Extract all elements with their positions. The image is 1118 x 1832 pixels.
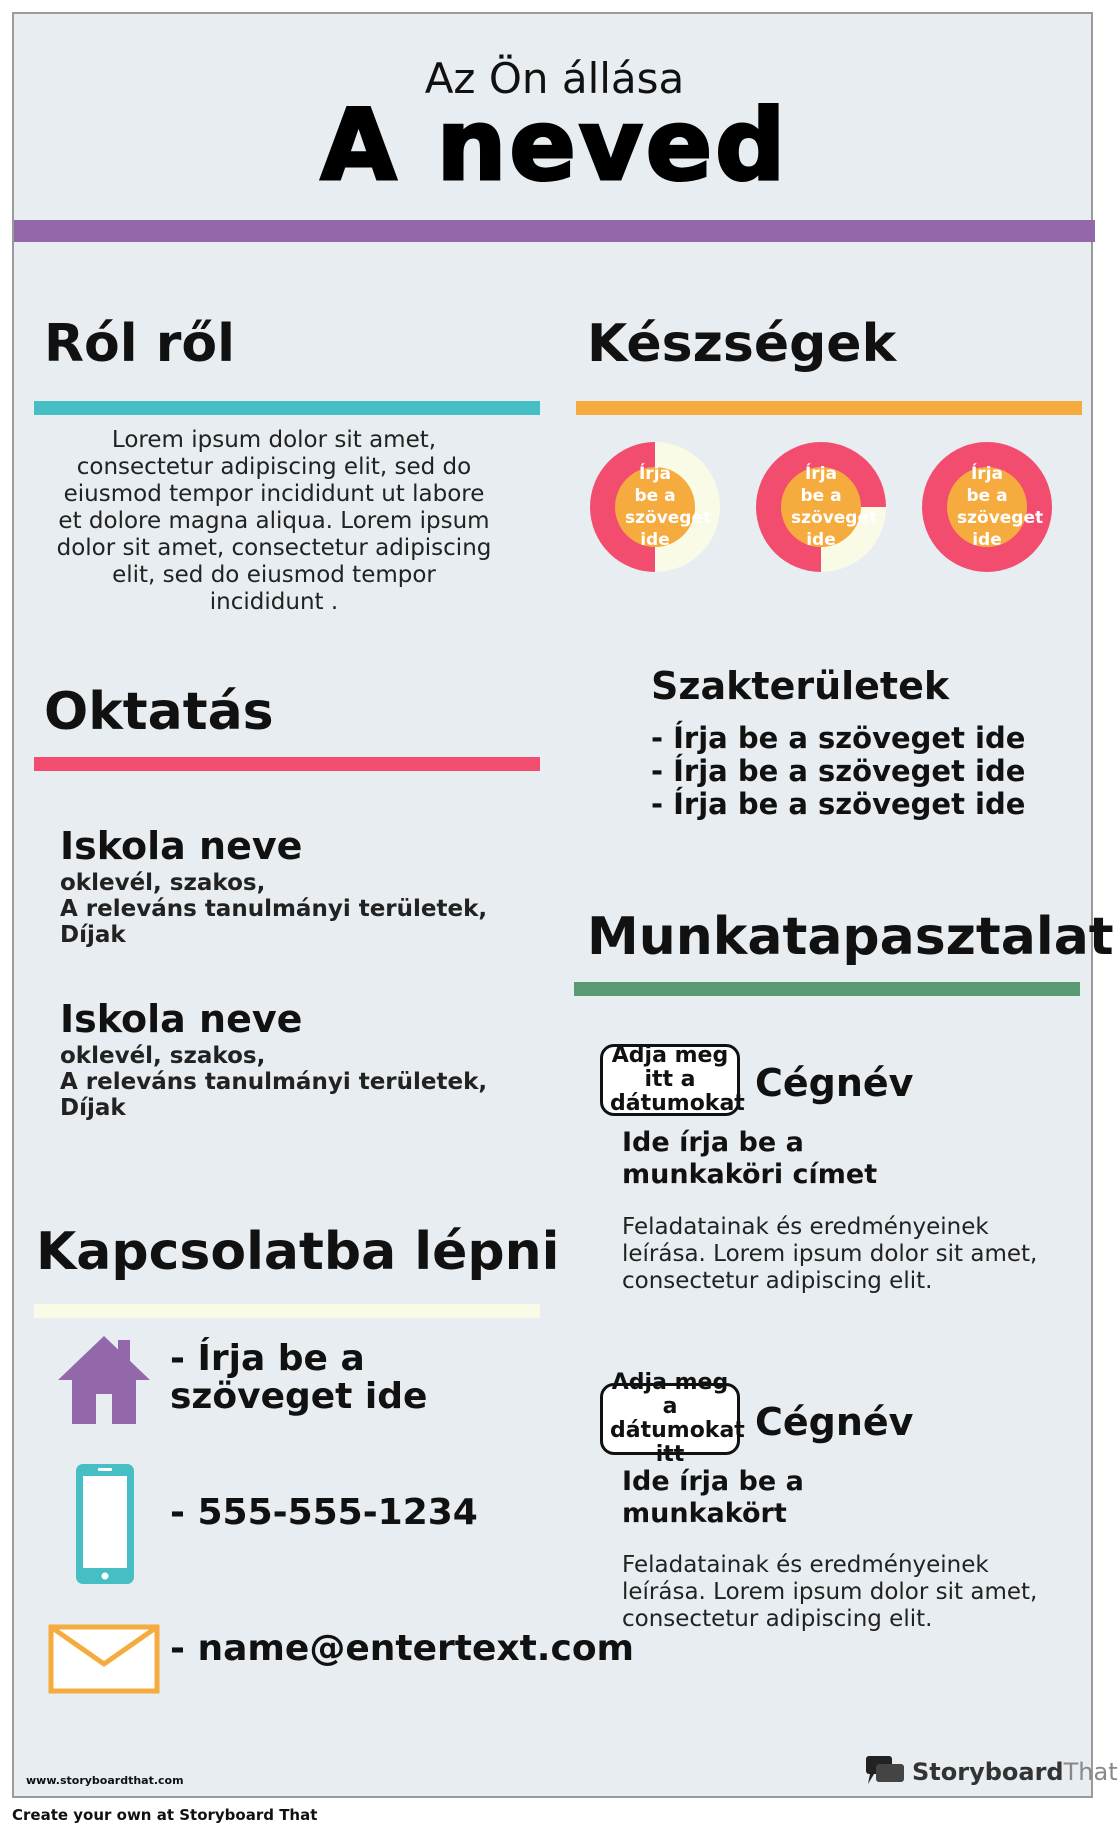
school-line: A releváns tanulmányi területek, [60, 896, 488, 922]
job-title: Az Ön állása [424, 54, 685, 103]
specialty-item: - Írja be a szöveget ide [651, 721, 1026, 755]
about-divider [34, 401, 540, 415]
school-line: A releváns tanulmányi területek, [60, 1069, 488, 1095]
about-heading: Ról ről [44, 314, 235, 374]
specialty-item: - Írja be a szöveget ide [651, 787, 1026, 821]
job-title-text: Ide írja be a munkaköri címet [622, 1127, 878, 1190]
skill-donut-1 [590, 442, 720, 572]
education-divider [34, 757, 540, 771]
mail-icon [48, 1624, 160, 1694]
skills-divider [576, 401, 1082, 415]
contact-address: - Írja be a szöveget ide [170, 1338, 428, 1417]
specialty-item: - Írja be a szöveget ide [651, 754, 1026, 788]
skills-heading: Készségek [587, 314, 897, 374]
skill-donut-2 [756, 442, 886, 572]
brand-name: Storyboard [912, 1758, 1064, 1786]
experience-divider [574, 982, 1080, 996]
company-name: Cégnév [755, 1061, 914, 1105]
skill-label: Írja be a szöveget ide [791, 464, 878, 550]
house-icon [56, 1334, 152, 1426]
person-name: A neved [320, 89, 789, 203]
school-name: Iskola neve [60, 997, 303, 1041]
school-line: oklevél, szakos, [60, 1043, 266, 1069]
job-dates-text: Adja meg itt a dátumokat [610, 1043, 745, 1116]
school-line: Díjak [60, 1095, 126, 1121]
contact-heading: Kapcsolatba lépni [36, 1222, 560, 1282]
school-line: Díjak [60, 922, 126, 948]
school-name: Iskola neve [60, 824, 303, 868]
school-line: oklevél, szakos, [60, 870, 266, 896]
about-text: Lorem ipsum dolor sit amet, consectetur adipiscing elit, sed do eiusmod tempor incididunt ut labore et dolore magna aliqua. Lorem ipsum dolor sit amet, consectetur adipiscing elit, sed do eiusmod tempor incididunt . [56, 427, 492, 615]
brand-name-suffix: That [1063, 1758, 1118, 1786]
education-heading: Oktatás [44, 682, 274, 742]
resume-card [12, 12, 1118, 1798]
contact-divider [34, 1304, 540, 1318]
skill-donut-center [781, 464, 878, 550]
contact-phone: - 555-555-1234 [170, 1492, 478, 1533]
company-name: Cégnév [755, 1400, 914, 1444]
storyboard-logo-icon [864, 1754, 906, 1788]
brand-logo [912, 1758, 1118, 1786]
phone-icon [74, 1462, 136, 1586]
skill-donut-3 [922, 442, 1052, 572]
header-divider [14, 220, 1095, 242]
experience-heading: Munkatapasztalat [587, 907, 1114, 967]
contact-email: - name@entertext.com [170, 1628, 635, 1669]
create-own-note[interactable]: Create your own at Storyboard That [12, 1806, 318, 1824]
skill-label: Írja be a szöveget ide [957, 464, 1044, 550]
job-dates [600, 1370, 745, 1467]
specialties-heading: Szakterületek [651, 664, 950, 708]
job-title-text: Ide írja be a munkakört [622, 1466, 804, 1529]
skill-donut-center [615, 464, 712, 550]
skill-donut-center [947, 464, 1044, 550]
job-dates [600, 1043, 745, 1116]
job-description: Feladatainak és eredményeinek leírása. Lorem ipsum dolor sit amet, consectetur adipiscing elit. [622, 1552, 1038, 1632]
footer-url[interactable]: www.storyboardthat.com [26, 1774, 184, 1787]
skill-label: Írja be a szöveget ide [625, 464, 712, 550]
job-description: Feladatainak és eredményeinek leírása. Lorem ipsum dolor sit amet, consectetur adipiscing elit. [622, 1214, 1038, 1294]
job-dates-text: Adja meg a dátumokat itt [610, 1370, 745, 1467]
